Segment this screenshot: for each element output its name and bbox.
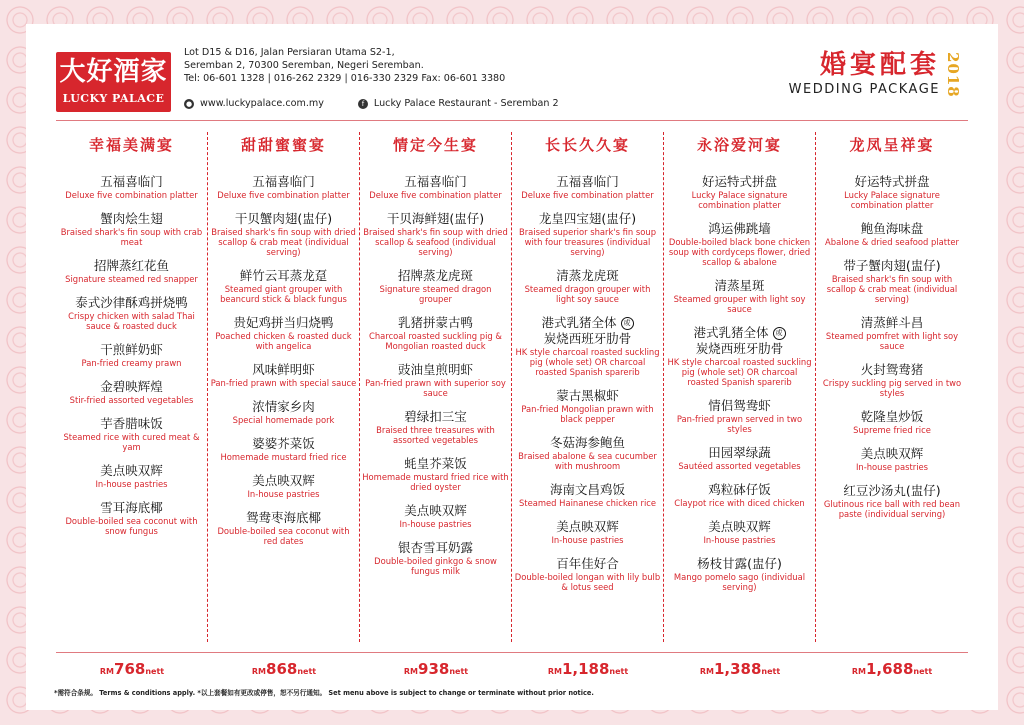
dish-name-en: Steamed dragon grouper with light soy sauce <box>524 284 651 304</box>
dish-item <box>816 483 968 519</box>
dish-name-en: Supreme fried rice <box>853 425 931 435</box>
dish-name-cn-text: 好运特式拼盘 <box>854 174 930 189</box>
price-unit: nett <box>609 667 629 676</box>
menu-column <box>816 132 968 642</box>
dish-name-cn <box>210 315 357 331</box>
price-currency: RM <box>547 667 562 676</box>
dish-name-en: Deluxe five combination platter <box>369 190 502 200</box>
dish-item <box>208 473 359 499</box>
dish-name-cn-text: 美点映双辉 <box>860 446 924 461</box>
globe-icon: ● <box>185 99 193 108</box>
dish-name-en: Steamed Hainanese chicken rice <box>518 498 657 508</box>
dish-name-en: Claypot rice with diced chicken <box>674 498 805 508</box>
dish-name-en: HK style charcoal roasted suckling pig (whole set) OR charcoal roasted Spanish sparerib <box>515 347 660 377</box>
dish-name-cn <box>514 556 661 572</box>
dish-name-cn <box>210 268 357 284</box>
dish-name-cn <box>666 556 813 572</box>
dish-name-cn <box>818 221 966 237</box>
dish-item <box>360 503 511 529</box>
dish-name-cn <box>58 211 205 227</box>
dish-name-cn <box>514 388 661 404</box>
facebook-icon: f <box>358 99 368 109</box>
dish-item <box>816 258 968 304</box>
website-link[interactable]: www.luckypalace.com.my <box>200 98 324 109</box>
dish-item <box>360 456 511 492</box>
menu-column <box>664 132 816 642</box>
price-amount: 1,688 <box>865 660 914 678</box>
dish-name-en: Steamed giant grouper with beancurd stick & black fungus <box>220 284 347 304</box>
dish-name-cn <box>210 211 357 227</box>
dish-name-cn-text: 金碧映辉煌 <box>100 379 163 394</box>
menu-columns <box>56 132 968 642</box>
dish-name-cn-text: 龙皇四宝翅(盅仔) <box>538 211 637 226</box>
dish-name-en: Pan-fried prawn with superior soy sauce <box>365 378 506 398</box>
dish-item <box>360 540 511 576</box>
dish-name-en: Deluxe five combination platter <box>521 190 654 200</box>
price-currency: RM <box>251 667 267 676</box>
dish-item <box>664 482 815 508</box>
dish-item <box>208 399 359 425</box>
dish-item <box>816 221 968 247</box>
price-unit: nett <box>913 667 933 676</box>
dish-name-cn-text: 五福喜临门 <box>252 174 315 189</box>
dish-item <box>664 325 815 387</box>
price-row <box>56 657 968 684</box>
menu-title: 幸福美满宴 <box>88 136 174 154</box>
dish-name-cn <box>58 258 205 274</box>
or-marker: 或 <box>773 327 786 340</box>
dish-name-cn-text: 清蒸星斑 <box>714 278 765 293</box>
dish-name-cn-text: 清蒸龙虎斑 <box>556 268 619 283</box>
dish-item <box>208 436 359 462</box>
dish-item <box>512 482 663 508</box>
dish-item <box>56 379 207 405</box>
dish-name-en: Double-boiled sea coconut with snow fungus <box>65 516 198 536</box>
title-block <box>789 50 962 98</box>
dish-name-cn-text: 美点映双辉 <box>252 473 315 488</box>
dish-name-cn <box>210 362 357 378</box>
dish-name-cn-text: 五福喜临门 <box>100 174 163 189</box>
dish-name-en: Pan-fried creamy prawn <box>81 358 182 368</box>
dish-name-en: Deluxe five combination platter <box>217 190 350 200</box>
dish-name-cn <box>58 500 205 516</box>
dish-name-cn-text: 鲜竹云耳蒸龙趸 <box>239 268 328 283</box>
dish-name-cn-text: 百年佳好合 <box>556 556 619 571</box>
dish-item <box>360 174 511 200</box>
price-amount: 1,388 <box>713 660 762 678</box>
dish-name-en: Crispy suckling pig served in two styles <box>822 378 962 398</box>
dish-item <box>360 315 511 351</box>
dish-name-cn-text: 田园翠绿蔬 <box>708 445 771 460</box>
dish-item <box>208 268 359 304</box>
dish-name-cn <box>58 174 205 190</box>
dish-item <box>208 174 359 200</box>
dish-name-cn-text: 鸿运佛跳墙 <box>708 221 771 236</box>
dish-name-cn-text: 浓情家乡肉 <box>252 399 315 414</box>
dish-name-cn <box>514 211 661 227</box>
dish-name-cn <box>58 416 205 432</box>
dish-name-cn-text: 银杏雪耳奶露 <box>397 540 473 555</box>
dish-name-cn-text: 红豆沙汤丸(盅仔) <box>843 483 941 498</box>
dish-name-cn-text: 港式乳猪全体 <box>693 325 769 340</box>
dish-name-cn <box>666 325 813 341</box>
dish-item <box>512 435 663 471</box>
dish-name-cn <box>58 342 205 358</box>
dish-name-en: Homemade mustard fried rice with dried oyster <box>362 472 509 492</box>
dish-name-cn <box>666 445 813 461</box>
dish-name-cn-text: 芋香腊味饭 <box>100 416 163 431</box>
dish-name-cn-text: 蒙古黑椒虾 <box>556 388 619 403</box>
dish-name-cn <box>58 463 205 479</box>
dish-name-en: Charcoal roasted suckling pig & Mongolian roasted duck <box>369 331 502 351</box>
menu-title: 长长久久宴 <box>544 136 630 154</box>
dish-name-en: Braised shark's fin soup with dried scallop & crab meat (individual serving) <box>211 227 356 257</box>
price-currency: RM <box>699 667 714 676</box>
dish-item <box>360 211 511 257</box>
price-currency: RM <box>403 667 419 676</box>
contact-block <box>184 46 544 85</box>
dish-item <box>664 278 815 314</box>
dish-name-en: In-house pastries <box>703 535 776 545</box>
dish-name-cn <box>666 221 813 237</box>
dish-item <box>56 258 207 284</box>
dish-name-en: Braised abalone & sea cucumber with mushroom <box>518 451 657 471</box>
dish-item <box>512 211 663 257</box>
dish-item <box>512 556 663 592</box>
dish-name-cn-text: 美点映双辉 <box>556 519 619 534</box>
address-line-1: Lot D15 & D16, Jalan Persiaran Utama S2-1, <box>184 47 395 58</box>
dish-name-cn-alt: 炭烧西班牙肋骨 <box>543 331 632 346</box>
dish-item <box>56 342 207 368</box>
dish-name-cn-text: 鸡粒砵仔饭 <box>708 482 771 497</box>
dish-name-cn <box>666 278 813 294</box>
dish-item <box>816 174 968 210</box>
menu-price <box>208 657 360 684</box>
address-line-2: Seremban 2, 70300 Seremban, Negeri Seremban. <box>184 60 424 71</box>
dish-name-cn <box>514 268 661 284</box>
menu-column <box>56 132 208 642</box>
dish-name-en: Double-boiled longan with lily bulb & lotus seed <box>514 572 661 592</box>
dish-name-cn <box>362 540 509 556</box>
price-amount: 1,188 <box>561 660 610 678</box>
dish-name-en: Steamed grouper with light soy sauce <box>673 294 806 314</box>
dish-name-cn <box>362 211 509 227</box>
dish-item <box>664 445 815 471</box>
dish-name-cn-text: 火封鸳鸯猪 <box>860 362 924 377</box>
dish-name-en: Steamed pomfret with light soy sauce <box>825 331 959 351</box>
or-marker: 或 <box>621 317 634 330</box>
dish-name-cn-text: 碧绿扣三宝 <box>404 409 467 424</box>
dish-name-cn-text: 好运特式拼盘 <box>701 174 777 189</box>
dish-name-en: Glutinous rice ball with red bean paste (individual serving) <box>823 499 961 519</box>
dish-name-cn-text: 风味鲜明虾 <box>252 362 315 377</box>
price-unit: nett <box>761 667 781 676</box>
dish-name-cn-text: 乳猪拼蒙古鸭 <box>397 315 473 330</box>
dish-name-cn <box>362 315 509 331</box>
dish-item <box>816 362 968 398</box>
dish-item <box>816 446 968 472</box>
dish-name-cn-text: 蚝皇芥菜饭 <box>404 456 467 471</box>
phone-line: Tel: 06-601 1328 | 016-262 2329 | 016-330 2329 Fax: 06-601 3380 <box>184 73 506 84</box>
dish-name-cn <box>666 398 813 414</box>
dish-item <box>512 388 663 424</box>
dish-name-en: Crispy chicken with salad Thai sauce & roasted duck <box>68 311 195 331</box>
brand-name-en: LUCKY PALACE <box>62 92 165 105</box>
dish-name-cn-text: 婆婆芥菜饭 <box>252 436 315 451</box>
menu-column <box>360 132 512 642</box>
dish-name-cn <box>818 362 966 378</box>
dish-name-en: Braised shark's fin soup with scallop & crab meat (individual serving) <box>826 274 958 304</box>
brand-name-cn: 大好酒家 <box>59 57 168 87</box>
dish-name-cn <box>210 436 357 452</box>
dish-name-en: Signature steamed red snapper <box>65 274 198 284</box>
dish-name-en: Braised three treasures with assorted vegetables <box>376 425 495 445</box>
dish-name-cn <box>210 510 357 526</box>
menu-price <box>56 657 208 684</box>
dish-item <box>512 315 663 377</box>
dish-name-cn <box>362 362 509 378</box>
dish-name-cn-text: 杨枝甘露(盅仔) <box>697 556 782 571</box>
dish-name-cn <box>58 379 205 395</box>
dish-name-cn <box>514 519 661 535</box>
dish-name-cn-alt: 炭烧西班牙肋骨 <box>695 341 784 356</box>
dish-name-en: Braised superior shark's fin soup with four treasures (individual serving) <box>518 227 657 257</box>
dish-name-cn-text: 美点映双辉 <box>100 463 163 478</box>
dish-name-cn-text: 鸳鸯枣海底椰 <box>245 510 321 525</box>
dish-name-en: Double-boiled black bone chicken soup with cordyceps flower, dried scallop & abalone <box>668 237 811 267</box>
menu-title: 永浴爱河宴 <box>696 136 782 154</box>
dish-name-cn-text: 招牌蒸红花鱼 <box>93 258 169 273</box>
dish-name-cn <box>362 456 509 472</box>
dish-name-cn <box>514 435 661 451</box>
dish-name-en: Stir-fried assorted vegetables <box>69 395 194 405</box>
dish-name-en: Poached chicken & roasted duck with angelica <box>215 331 352 351</box>
dish-name-cn-text: 招牌蒸龙虎斑 <box>397 268 473 283</box>
dish-item <box>512 268 663 304</box>
price-currency: RM <box>99 667 115 676</box>
dish-name-en: Sautéed assorted vegetables <box>678 461 801 471</box>
price-amount: 938 <box>418 660 450 678</box>
dish-name-cn <box>818 446 966 462</box>
page-title-en: WEDDING PACKAGE <box>788 82 940 97</box>
menu-title: 情定今生宴 <box>392 136 478 154</box>
dish-item <box>664 519 815 545</box>
dish-name-en: Lucky Palace signature combination platter <box>691 190 788 210</box>
price-unit: nett <box>145 667 165 676</box>
dish-name-cn <box>818 409 966 425</box>
dish-item <box>512 519 663 545</box>
dish-name-cn <box>210 399 357 415</box>
dish-name-cn <box>818 174 966 190</box>
menu-sheet <box>26 24 998 710</box>
dish-item <box>664 556 815 592</box>
dish-item <box>56 211 207 247</box>
menu-price <box>664 657 816 684</box>
price-amount: 868 <box>266 660 298 678</box>
terms-footer: *需符合条规。 Terms & conditions apply. *以上套餐如有更改或停售，恕不另行通知。 Set menu above is subject to change or terminate without prior notice. <box>54 689 594 697</box>
menu-title: 龙凤呈祥宴 <box>849 136 935 154</box>
dish-name-cn-text: 干煎鲜奶虾 <box>100 342 163 357</box>
dish-name-cn <box>818 258 966 274</box>
dish-item <box>664 221 815 267</box>
dish-name-en: Abalone & dried seafood platter <box>825 237 959 247</box>
dish-item <box>360 362 511 398</box>
year-label: 2018 <box>944 52 962 98</box>
dish-name-cn-text: 冬菇海参鲍鱼 <box>549 435 625 450</box>
menu-title: 甜甜蜜蜜宴 <box>240 136 326 154</box>
dish-item <box>56 500 207 536</box>
menu-price <box>512 657 664 684</box>
dish-name-en: Double-boiled sea coconut with red dates <box>217 526 350 546</box>
menu-price <box>360 657 512 684</box>
dish-name-en: Homemade mustard fried rice <box>220 452 347 462</box>
dish-item <box>56 174 207 200</box>
dish-item <box>360 409 511 445</box>
dish-item <box>56 416 207 452</box>
dish-name-en: Steamed rice with cured meat & yam <box>63 432 200 452</box>
dish-name-en: In-house pastries <box>95 479 168 489</box>
dish-item <box>664 174 815 210</box>
dish-name-en: Mango pomelo sago (individual serving) <box>673 572 806 592</box>
dish-name-cn-text: 美点映双辉 <box>708 519 771 534</box>
dish-name-cn <box>514 315 661 331</box>
dish-name-cn <box>514 482 661 498</box>
dish-name-en: Special homemade pork <box>232 415 335 425</box>
dish-name-cn-text: 带子蟹肉翅(盅仔) <box>843 258 941 273</box>
dish-name-cn-text: 干贝蟹肉翅(盅仔) <box>234 211 333 226</box>
dish-name-cn-text: 海南文昌鸡饭 <box>549 482 625 497</box>
dish-item <box>816 409 968 435</box>
dish-name-cn <box>210 473 357 489</box>
dish-name-en: HK style charcoal roasted suckling pig (whole set) OR charcoal roasted Spanish sparerib <box>667 357 812 387</box>
dish-name-en: In-house pastries <box>247 489 320 499</box>
dish-name-cn <box>362 503 509 519</box>
dish-item <box>816 315 968 351</box>
dish-name-cn-text: 雪耳海底椰 <box>100 500 163 515</box>
dish-name-cn-text: 鲍鱼海味盘 <box>860 221 924 236</box>
dish-name-en: Braised shark's fin soup with dried scallop & seafood (individual serving) <box>363 227 508 257</box>
dish-name-en: In-house pastries <box>551 535 624 545</box>
dish-item <box>208 510 359 546</box>
dish-item <box>56 295 207 331</box>
dish-name-cn <box>362 174 509 190</box>
price-amount: 768 <box>114 660 146 678</box>
dish-name-cn <box>210 174 357 190</box>
dish-item <box>208 362 359 388</box>
dish-name-cn <box>666 519 813 535</box>
dish-item <box>56 463 207 489</box>
dish-name-en: In-house pastries <box>855 462 929 472</box>
bottom-divider <box>56 652 968 653</box>
dish-name-cn <box>666 174 813 190</box>
dish-name-en: Pan-fried prawn served in two styles <box>676 414 803 434</box>
dish-name-cn-text: 蟹肉烩生翅 <box>100 211 163 226</box>
dish-name-cn <box>58 295 205 311</box>
price-currency: RM <box>851 667 866 676</box>
dish-name-cn <box>514 174 661 190</box>
dish-name-en: Deluxe five combination platter <box>65 190 198 200</box>
dish-name-cn <box>362 409 509 425</box>
price-unit: nett <box>297 667 317 676</box>
dish-item <box>512 174 663 200</box>
brand-logo <box>56 52 171 112</box>
dish-item <box>208 315 359 351</box>
page-title-cn: 婚宴配套 <box>819 50 940 80</box>
menu-column <box>208 132 360 642</box>
dish-name-en: Braised shark's fin soup with crab meat <box>60 227 203 247</box>
dish-name-cn-text: 情侣鸳鸯虾 <box>708 398 771 413</box>
dish-name-cn-text: 美点映双辉 <box>404 503 467 518</box>
dish-name-cn-text: 港式乳猪全体 <box>541 315 617 330</box>
dish-name-cn-text: 清蒸鲜斗昌 <box>860 315 924 330</box>
menu-column <box>512 132 664 642</box>
dish-name-en: Pan-fried prawn with special sauce <box>210 378 357 388</box>
dish-item <box>664 398 815 434</box>
dish-name-en: Lucky Palace signature combination platter <box>844 190 940 210</box>
dish-item <box>208 211 359 257</box>
dish-name-cn <box>818 483 966 499</box>
dish-name-cn-text: 贵妃鸡拼当归烧鸭 <box>233 315 334 330</box>
price-unit: nett <box>449 667 469 676</box>
dish-item <box>360 268 511 304</box>
dish-name-en: Double-boiled ginkgo & snow fungus milk <box>374 556 497 576</box>
dish-name-cn <box>362 268 509 284</box>
dish-name-en: Pan-fried Mongolian prawn with black pepper <box>521 404 654 424</box>
dish-name-cn-text: 乾隆皇炒饭 <box>860 409 924 424</box>
dish-name-cn-text: 豉油皇煎明虾 <box>397 362 473 377</box>
dish-name-cn <box>666 482 813 498</box>
dish-name-cn-text: 干贝海鲜翅(盅仔) <box>386 211 485 226</box>
top-divider <box>56 120 968 121</box>
dish-name-cn <box>818 315 966 331</box>
dish-name-en: In-house pastries <box>399 519 472 529</box>
dish-name-cn-text: 五福喜临门 <box>556 174 619 189</box>
dish-name-en: Signature steamed dragon grouper <box>379 284 492 304</box>
dish-name-cn-text: 泰式沙律酥鸡拼烧鸭 <box>75 295 188 310</box>
menu-price <box>816 657 968 684</box>
facebook-link[interactable]: Lucky Palace Restaurant - Seremban 2 <box>373 98 559 109</box>
web-row <box>184 98 704 109</box>
dish-name-cn-text: 五福喜临门 <box>404 174 467 189</box>
